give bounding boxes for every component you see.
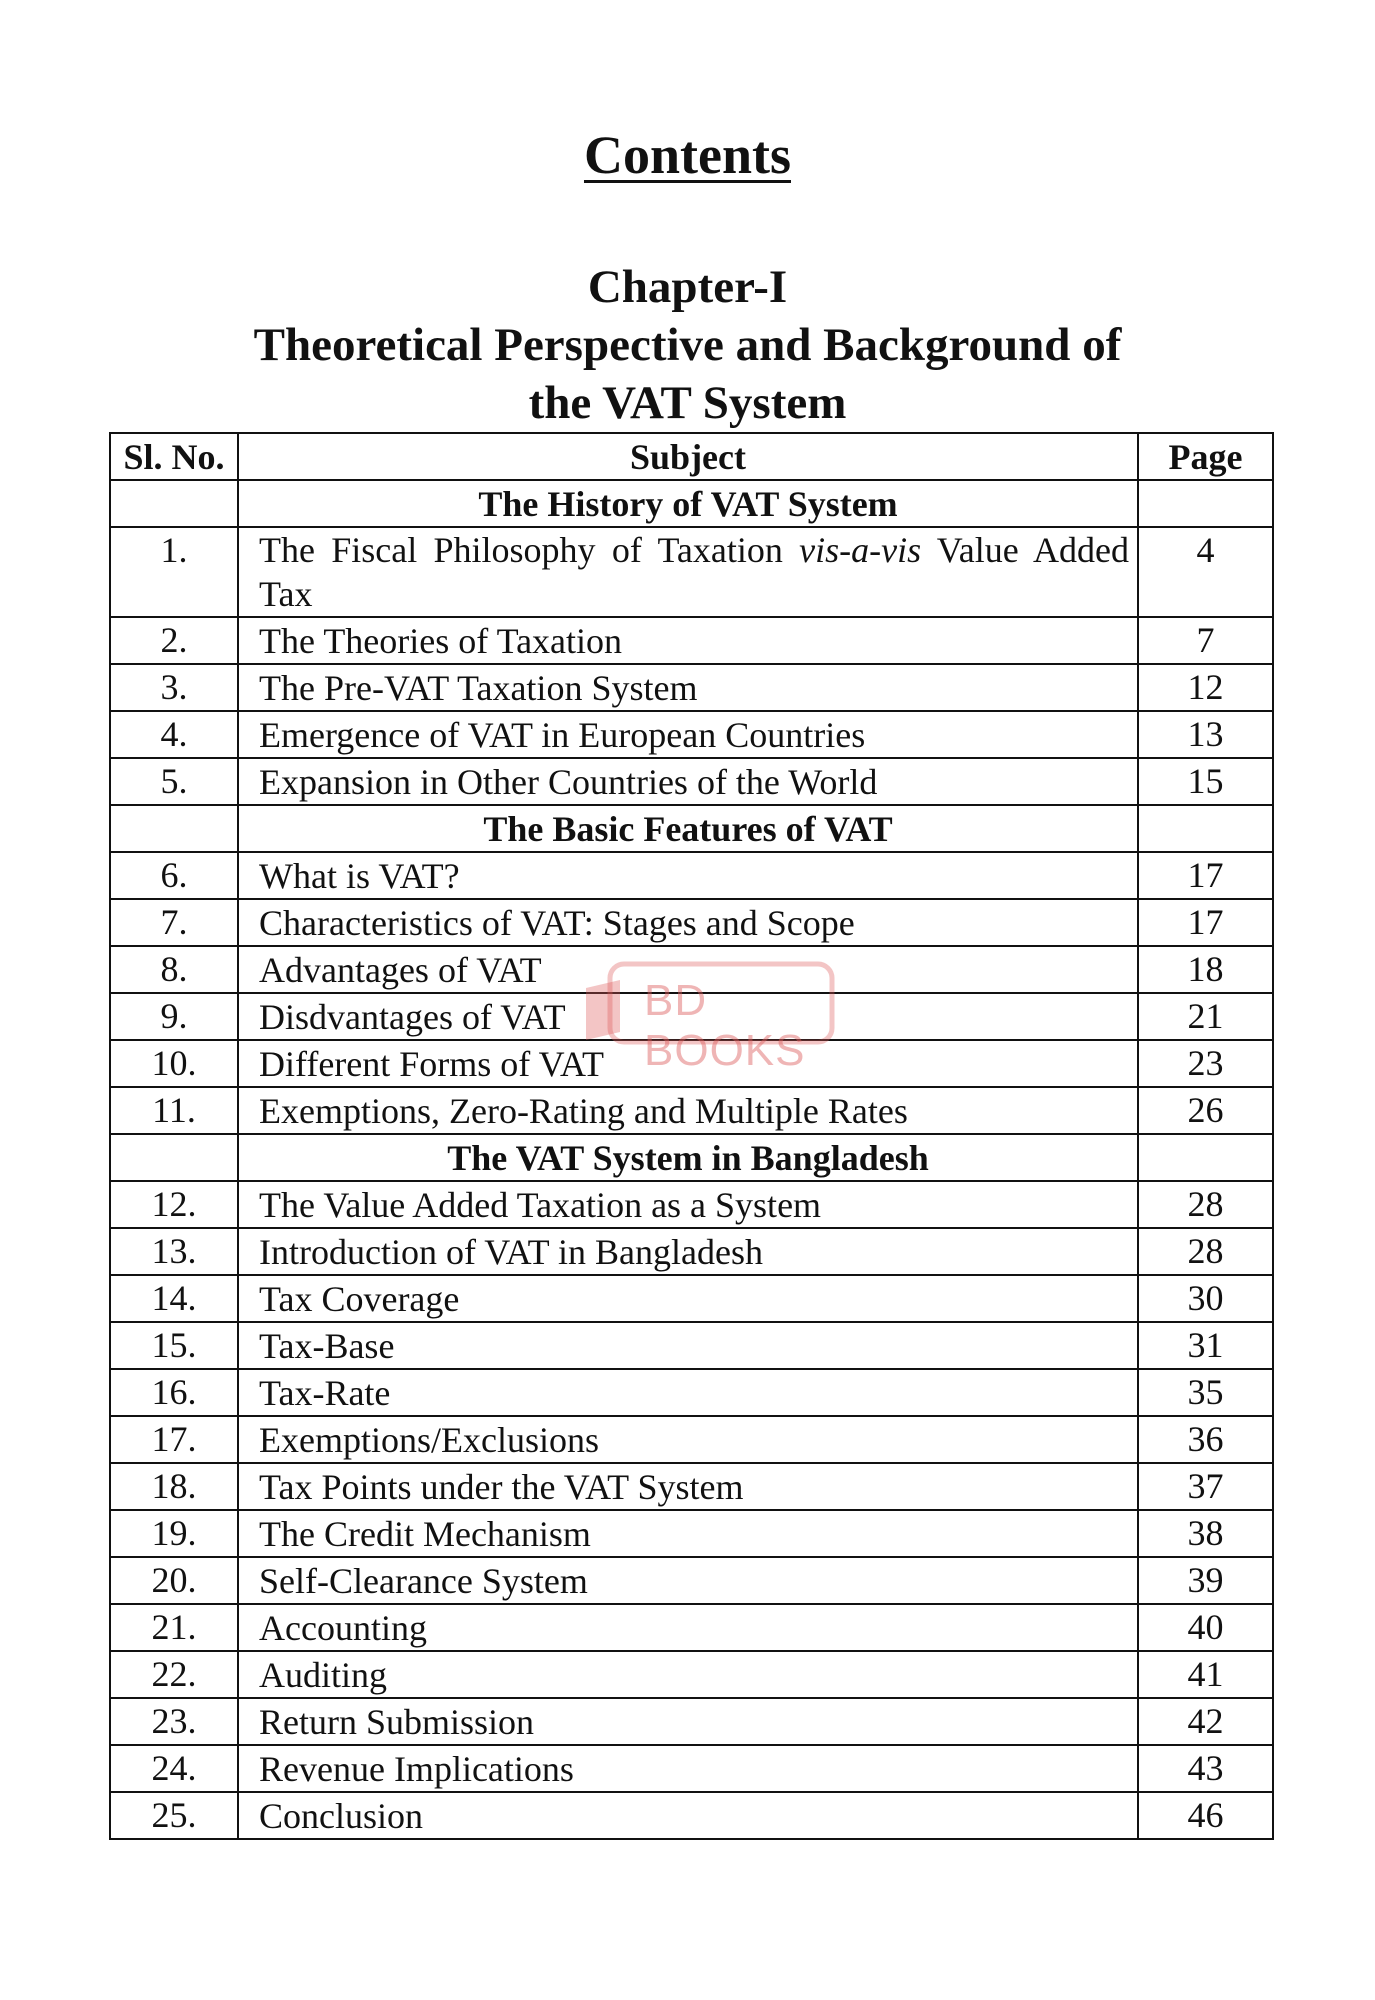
row-sl-no: 9.	[110, 993, 238, 1040]
table-row	[110, 1322, 1273, 1369]
row-subject: Advantages of VAT	[238, 946, 1138, 993]
row-page: 36	[1138, 1416, 1273, 1463]
section-page-empty	[1138, 805, 1273, 852]
table-row	[110, 1510, 1273, 1557]
row-page: 23	[1138, 1040, 1273, 1087]
row-subject: Return Submission	[238, 1698, 1138, 1745]
table-row	[110, 1651, 1273, 1698]
table-row	[110, 1792, 1273, 1839]
table-row	[110, 946, 1273, 993]
row-subject: Different Forms of VAT	[238, 1040, 1138, 1087]
section-row	[110, 805, 1273, 852]
header-subject: Subject	[238, 433, 1138, 480]
row-subject	[238, 527, 1138, 617]
row-sl-no: 11.	[110, 1087, 238, 1134]
row-subject: Tax Coverage	[238, 1275, 1138, 1322]
row-sl-no: 23.	[110, 1698, 238, 1745]
section-row	[110, 480, 1273, 527]
row-subject: The Credit Mechanism	[238, 1510, 1138, 1557]
section-title: The Basic Features of VAT	[238, 805, 1138, 852]
row-sl-no: 19.	[110, 1510, 238, 1557]
table-row	[110, 1087, 1273, 1134]
row-sl-no: 4.	[110, 711, 238, 758]
row-page: 17	[1138, 899, 1273, 946]
table-row	[110, 664, 1273, 711]
page-title	[0, 124, 1375, 186]
table-row	[110, 1463, 1273, 1510]
section-title: The VAT System in Bangladesh	[238, 1134, 1138, 1181]
row-page: 26	[1138, 1087, 1273, 1134]
row-sl-no: 3.	[110, 664, 238, 711]
row-sl-no: 6.	[110, 852, 238, 899]
row-subject: Exemptions/Exclusions	[238, 1416, 1138, 1463]
row-sl-no: 15.	[110, 1322, 238, 1369]
table-row	[110, 711, 1273, 758]
row-page: 4	[1138, 527, 1273, 617]
row-subject: Disdvantages of VAT	[238, 993, 1138, 1040]
row-sl-no: 1.	[110, 527, 238, 617]
header-page: Page	[1138, 433, 1273, 480]
row-subject: Revenue Implications	[238, 1745, 1138, 1792]
table-header-row	[110, 433, 1273, 480]
section-page-empty	[1138, 480, 1273, 527]
chapter-number: Chapter-I	[587, 261, 788, 313]
row-page: 46	[1138, 1792, 1273, 1839]
row-subject: The Theories of Taxation	[238, 617, 1138, 664]
table-row	[110, 1698, 1273, 1745]
table-row	[110, 617, 1273, 664]
row-subject: Auditing	[238, 1651, 1138, 1698]
row-sl-no: 10.	[110, 1040, 238, 1087]
row-subject: What is VAT?	[238, 852, 1138, 899]
table-row	[110, 1275, 1273, 1322]
row-page: 17	[1138, 852, 1273, 899]
row-sl-no: 14.	[110, 1275, 238, 1322]
row-subject: Accounting	[238, 1604, 1138, 1651]
row-page: 18	[1138, 946, 1273, 993]
table-row	[110, 1181, 1273, 1228]
header-sl-no: Sl. No.	[110, 433, 238, 480]
table-row	[110, 1369, 1273, 1416]
section-page-empty	[1138, 1134, 1273, 1181]
row-sl-no: 16.	[110, 1369, 238, 1416]
row-subject: The Pre-VAT Taxation System	[238, 664, 1138, 711]
row-page: 7	[1138, 617, 1273, 664]
subject-part: The Fiscal Philosophy of Taxation	[259, 530, 800, 570]
row-sl-no: 18.	[110, 1463, 238, 1510]
table-row	[110, 852, 1273, 899]
chapter-heading	[0, 258, 1375, 432]
row-sl-no: 24.	[110, 1745, 238, 1792]
row-page: 30	[1138, 1275, 1273, 1322]
row-page: 41	[1138, 1651, 1273, 1698]
row-subject: Self-Clearance System	[238, 1557, 1138, 1604]
row-page: 40	[1138, 1604, 1273, 1651]
row-sl-no: 5.	[110, 758, 238, 805]
row-page: 28	[1138, 1228, 1273, 1275]
row-subject: Emergence of VAT in European Countries	[238, 711, 1138, 758]
row-subject: Expansion in Other Countries of the World	[238, 758, 1138, 805]
section-title: The History of VAT System	[238, 480, 1138, 527]
table-row	[110, 993, 1273, 1040]
row-page: 13	[1138, 711, 1273, 758]
row-subject: Tax-Base	[238, 1322, 1138, 1369]
table-row	[110, 1040, 1273, 1087]
row-subject: Conclusion	[238, 1792, 1138, 1839]
row-page: 35	[1138, 1369, 1273, 1416]
section-sl-empty	[110, 480, 238, 527]
row-subject: Exemptions, Zero-Rating and Multiple Rates	[238, 1087, 1138, 1134]
row-subject: The Value Added Taxation as a System	[238, 1181, 1138, 1228]
table-row	[110, 1604, 1273, 1651]
row-page: 28	[1138, 1181, 1273, 1228]
row-sl-no: 21.	[110, 1604, 238, 1651]
chapter-title-line-1: Theoretical Perspective and Background of	[253, 319, 1122, 371]
row-sl-no: 13.	[110, 1228, 238, 1275]
table-row	[110, 1745, 1273, 1792]
row-subject: Tax Points under the VAT System	[238, 1463, 1138, 1510]
table-row	[110, 527, 1273, 617]
table-row	[110, 758, 1273, 805]
row-page: 37	[1138, 1463, 1273, 1510]
row-sl-no: 12.	[110, 1181, 238, 1228]
contents-table	[109, 432, 1274, 1840]
section-row	[110, 1134, 1273, 1181]
row-page: 31	[1138, 1322, 1273, 1369]
row-page: 15	[1138, 758, 1273, 805]
row-sl-no: 17.	[110, 1416, 238, 1463]
table-row	[110, 1416, 1273, 1463]
chapter-title-line-2: the VAT System	[528, 377, 847, 429]
row-page: 39	[1138, 1557, 1273, 1604]
table-row	[110, 899, 1273, 946]
watermark-text: BD BOOKS	[644, 976, 806, 1075]
section-sl-empty	[110, 805, 238, 852]
row-sl-no: 22.	[110, 1651, 238, 1698]
section-sl-empty	[110, 1134, 238, 1181]
row-page: 38	[1138, 1510, 1273, 1557]
row-page: 21	[1138, 993, 1273, 1040]
subject-part: Value Added Tax	[259, 530, 1129, 614]
row-sl-no: 8.	[110, 946, 238, 993]
page-title-text: Contents	[583, 125, 791, 185]
subject-italic-part: vis-a-vis	[799, 530, 922, 570]
table-row	[110, 1557, 1273, 1604]
row-sl-no: 2.	[110, 617, 238, 664]
row-page: 12	[1138, 664, 1273, 711]
row-sl-no: 20.	[110, 1557, 238, 1604]
row-subject: Introduction of VAT in Bangladesh	[238, 1228, 1138, 1275]
row-subject: Tax-Rate	[238, 1369, 1138, 1416]
row-sl-no: 7.	[110, 899, 238, 946]
row-sl-no: 25.	[110, 1792, 238, 1839]
row-page: 43	[1138, 1745, 1273, 1792]
row-subject: Characteristics of VAT: Stages and Scope	[238, 899, 1138, 946]
contents-table-body	[110, 480, 1273, 1839]
table-row	[110, 1228, 1273, 1275]
row-page: 42	[1138, 1698, 1273, 1745]
